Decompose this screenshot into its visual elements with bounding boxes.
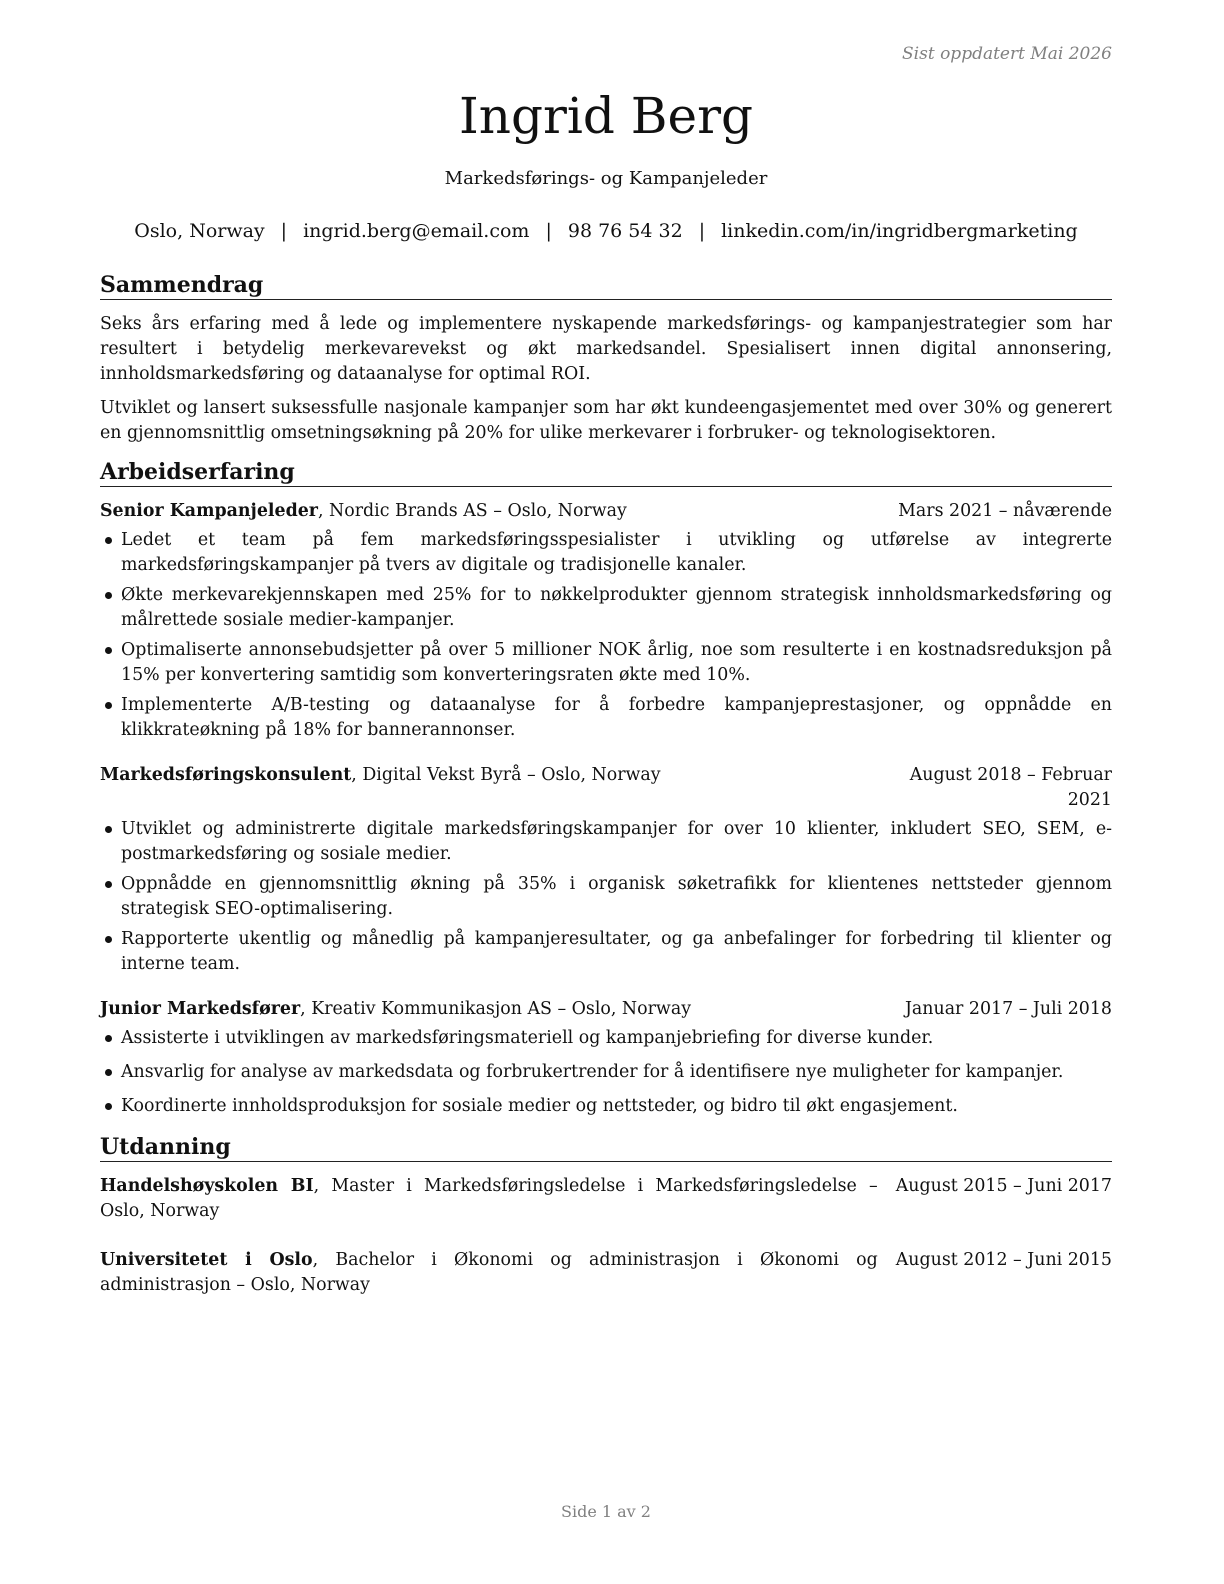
job-bullets: [100, 817, 1112, 977]
job-bullet: Utviklet og administrerte digitale markedsføringskampanjer for over 10 klienter, inkludert SEO, SEM, e-postmarkedsføring og sosiale medier.: [100, 817, 1112, 867]
page-number-footer: Side 1 av 2: [561, 1502, 651, 1521]
experience-section: [100, 458, 1112, 1119]
job-bullet: Økte merkevarekjennskapen med 25% for to nøkkelprodukter gjennom strategisk innholdsmarkedsføring og målrettede sosiale medier-kampanjer.: [100, 583, 1112, 633]
job-bullet: Ansvarlig for analyse av markedsdata og forbrukertrender for å identifisere nye muligheter for kampanjer.: [100, 1060, 1112, 1085]
summary-heading: Sammendrag: [100, 271, 1112, 300]
education-header: [100, 1174, 1112, 1224]
job-bullet: Oppnådde en gjennomsnittlig økning på 35% i organisk søketrafikk for klientenes nettsteder gjennom strategisk SEO-optimalisering.: [100, 872, 1112, 922]
job-company: , Kreativ Kommunikasjon AS – Oslo, Norway: [300, 999, 692, 1019]
job-bullets: [100, 1026, 1112, 1119]
job-header: [100, 997, 1112, 1022]
job-header: [100, 763, 1112, 813]
job-bullet: Optimaliserte annonsebudsjetter på over 5 millioner NOK årlig, noe som resulterte i en kostnadsreduksjon på 15% per konvertering samtidig som konverteringsraten økte med 10%.: [100, 638, 1112, 688]
job-bullet: Ledet et team på fem markedsføringsspesialister i utvikling og utførelse av integrerte markedsføringskampanjer på tvers av digitale og tradisjonelle kanaler.: [100, 528, 1112, 578]
contact-phone: 98 76 54 32: [567, 220, 683, 242]
education-dates: August 2015 – Juni 2017: [895, 1176, 1112, 1196]
job-bullet: Implementerte A/B-testing og dataanalyse for å forbedre kampanjeprestasjoner, og oppnådde en klikkrateøkning på 18% for bannerannonser.: [100, 693, 1112, 743]
job-bullet: Koordinerte innholdsproduksjon for sosiale medier og nettsteder, og bidro til økt engasjement.: [100, 1094, 1112, 1119]
candidate-headline: Markedsførings- og Kampanjeleder: [444, 168, 768, 189]
job-dates: Januar 2017 – Juli 2018: [904, 999, 1112, 1019]
summary-section: [100, 271, 1112, 446]
candidate-name: Ingrid Berg: [459, 87, 753, 145]
resume-content: [100, 271, 1112, 1322]
job-entry: [100, 763, 1112, 977]
education-heading: Utdanning: [100, 1133, 1112, 1162]
job-role: Markedsføringskonsulent: [100, 765, 352, 785]
contact-email-link[interactable]: ingrid.berg@email.com: [303, 220, 530, 242]
education-dates: August 2012 – Juni 2015: [895, 1250, 1112, 1270]
contact-location: Oslo, Norway: [134, 220, 265, 242]
contact-separator: |: [698, 220, 706, 242]
contact-line: [100, 219, 1112, 243]
job-role: Senior Kampanjeleder: [100, 501, 318, 521]
job-bullet: Rapporterte ukentlig og månedlig på kampanjeresultater, og ga anbefalinger for forbedring til klienter og interne team.: [100, 927, 1112, 977]
job-company: , Digital Vekst Byrå – Oslo, Norway: [351, 765, 661, 785]
summary-paragraph: Seks års erfaring med å lede og implementere nyskapende markedsførings- og kampanjestrategier som har resultert i betydelig merkevarevekst og økt markedsandel. Spesialisert innen digital annonsering, innholdsmarkedsføring og dataanalyse for optimal ROI.: [100, 314, 1112, 384]
summary-paragraph: Utviklet og lansert suksessfulle nasjonale kampanjer som har økt kundeengasjementet med over 30% og generert en gjennomsnittlig omsetningsøkning på 20% for ulike merkevarer i forbruker- og teknologisektoren.: [100, 398, 1112, 443]
education-details: , Bachelor i Økonomi og administrasjon i Økonomi og administrasjon – Oslo, Norway: [100, 1250, 878, 1295]
contact-linkedin-link[interactable]: linkedin.com/in/ingridbergmarketing: [721, 220, 1078, 242]
last-updated-note: Sist oppdatert Mai 2026: [902, 44, 1112, 64]
education-header: [100, 1248, 1112, 1298]
education-details: , Master i Markedsføringsledelse i Markedsføringsledelse – Oslo, Norway: [100, 1176, 878, 1221]
job-entry: [100, 997, 1112, 1119]
resume-page: [100, 0, 1112, 1584]
job-entry: [100, 499, 1112, 743]
education-entry: [100, 1174, 1112, 1224]
education-school: Universitetet i Oslo: [100, 1250, 313, 1270]
education-entry: [100, 1248, 1112, 1298]
job-header: [100, 499, 1112, 524]
education-section: [100, 1133, 1112, 1298]
job-role: Junior Markedsfører: [100, 999, 301, 1019]
job-company: , Nordic Brands AS – Oslo, Norway: [317, 501, 627, 521]
contact-separator: |: [545, 220, 552, 242]
job-bullet: Assisterte i utviklingen av markedsføringsmateriell og kampanjebriefing for diverse kunder.: [100, 1026, 1112, 1051]
contact-separator: |: [280, 220, 288, 242]
job-dates: August 2018 – Februar 2021: [909, 765, 1112, 810]
job-bullets: [100, 528, 1112, 743]
education-school: Handelshøyskolen BI: [100, 1176, 314, 1196]
experience-heading: Arbeidserfaring: [100, 458, 1112, 487]
job-dates: Mars 2021 – nåværende: [898, 501, 1112, 521]
